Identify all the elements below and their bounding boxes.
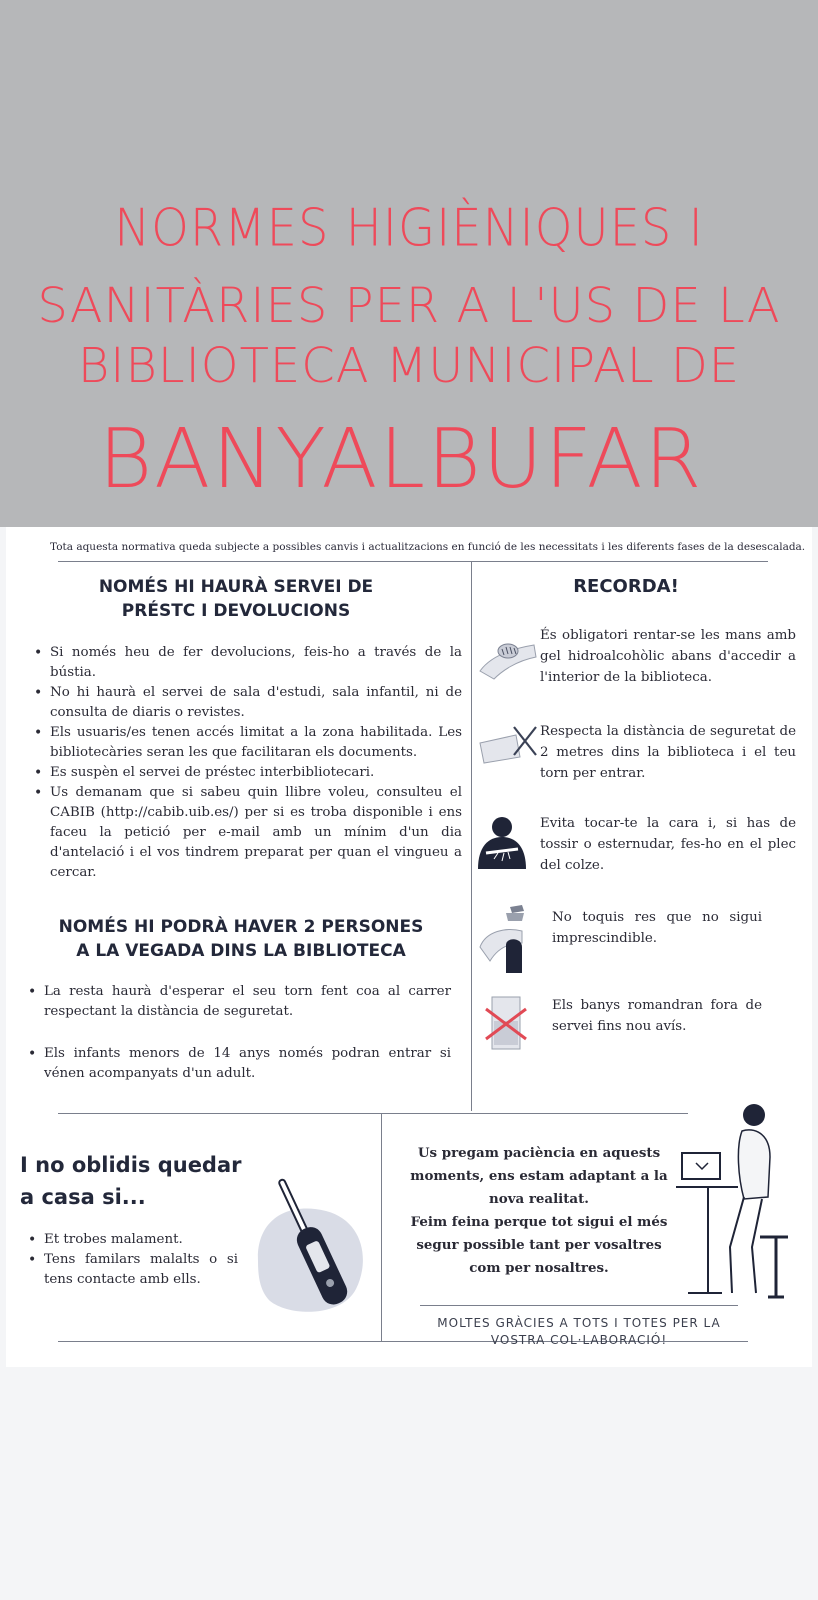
section1-title-line1: NOMÉS HI HAURÀ SERVEI DE <box>98 577 374 597</box>
list-item: • Tens familars malalts o si tens contacte amb ells. <box>26 1250 238 1290</box>
poster <box>6 527 812 1367</box>
recorda-text-2: Respecta la distància de seguretat de 2 metres dins la biblioteca i el teu torn per entrar. <box>540 724 796 781</box>
bottom-title <box>20 1149 242 1213</box>
header-banner <box>0 0 818 527</box>
toilet-closed-icon <box>480 991 532 1057</box>
bottom-top-divider <box>58 1113 688 1114</box>
list-item: • La resta haurà d'esperar el seu torn fent coa al carrer respectant la distància de seguretat. <box>26 982 451 1022</box>
person-at-laptop-icon <box>672 1097 792 1311</box>
distance-icon <box>476 717 540 771</box>
thanks-message <box>420 1315 738 1349</box>
stay-home-list <box>26 1230 238 1290</box>
recorda-text-3: Evita tocar-te la cara i, si has de tossir o esternudar, fes-ho en el plec del colze. <box>540 816 796 873</box>
patience-line: segur possible tant per vosaltres <box>416 1237 662 1253</box>
list-item: • Els usuaris/es tenen accés limitat a la zona habilitada. Les bibliotecàries seran les que facilitaran els documents. <box>32 723 462 763</box>
patience-line: com per nosaltres. <box>469 1260 609 1276</box>
list-item: • Els infants menors de 14 anys només podran entrar si vénen acompanyats d'un adult. <box>26 1044 451 1084</box>
section2-list <box>26 982 451 1084</box>
list-item: • No hi haurà el servei de sala d'estudi, sala infantil, ni de consulta de diaris o revistes. <box>32 683 462 723</box>
cough-elbow-icon <box>472 811 532 877</box>
list-item: • Us demanam que si sabeu quin llibre voleu, consulteu el CABIB (http://cabib.uib.es/) per si es troba disponible i ens faceu la petició per e-mail amb un mínim d'un dia d'antelació i el vos tindrem preparat per quan el vingueu a cercar. <box>32 783 462 883</box>
section2-title-line2: A LA VEGADA DINS LA BIBLIOTECA <box>76 941 406 961</box>
section1-title-line2: PRÉSTC I DEVOLUCIONS <box>121 601 351 621</box>
title-line-1: NORMES HIGIÈNIQUES I <box>114 197 704 259</box>
patience-line: nova realitat. <box>489 1191 589 1207</box>
title-line-3: BIBLIOTECA MUNICIPAL DE <box>77 338 741 394</box>
section2-title <box>26 915 456 963</box>
thanks-line1: MOLTES GRÀCIES A TOTS I TOTES PER LA <box>437 1316 721 1330</box>
thanks-line2: VOSTRA COL·LABORACIÓ! <box>490 1333 668 1347</box>
patience-line: Us pregam paciència en aquests <box>417 1145 661 1161</box>
list-item: • Si només heu de fer devolucions, feis-ho a través de la bústia. <box>32 643 462 683</box>
section1-list <box>32 643 462 883</box>
section2-title-line1: NOMÉS HI PODRÀ HAVER 2 PERSONES <box>58 917 424 937</box>
thanks-divider <box>420 1305 738 1306</box>
disclaimer: Tota aquesta normativa queda subjecte a possibles canvis i actualitzacions en funció de les necessitats i les diferents fases de la desescalada. <box>50 541 806 553</box>
title-line-4: BANYALBUFAR <box>98 412 704 507</box>
patience-message <box>410 1142 668 1280</box>
thermometer-icon <box>246 1161 376 1325</box>
patience-line: Feim feina perque tot sigui el més <box>410 1214 668 1230</box>
patience-line: moments, ens estam adaptant a la <box>410 1168 668 1184</box>
hand-sanitizer-icon <box>476 627 540 687</box>
list-item: • Es suspèn el servei de préstec interbibliotecari. <box>32 763 462 783</box>
title-line-2: SANITÀRIES PER A L'US DE LA <box>37 278 781 334</box>
list-item: • Et trobes malament. <box>26 1230 238 1250</box>
top-divider <box>58 561 768 562</box>
recorda-text-5: Els banys romandran fora de servei fins nou avís. <box>552 998 762 1034</box>
recorda-title: RECORDA! <box>573 576 679 597</box>
section1-title <box>66 575 406 623</box>
recorda-text-1: És obligatori rentar-se les mans amb gel hidroalcohòlic abans d'accedir a l'interior de la biblioteca. <box>540 628 796 685</box>
bottom-title-line1: I no oblidis quedar <box>20 1153 242 1177</box>
recorda-text-4: No toquis res que no sigui imprescindible. <box>552 910 762 946</box>
bottom-column-divider <box>381 1113 382 1341</box>
bottom-title-line2: a casa si... <box>20 1185 146 1209</box>
spray-hand-icon <box>476 901 536 981</box>
